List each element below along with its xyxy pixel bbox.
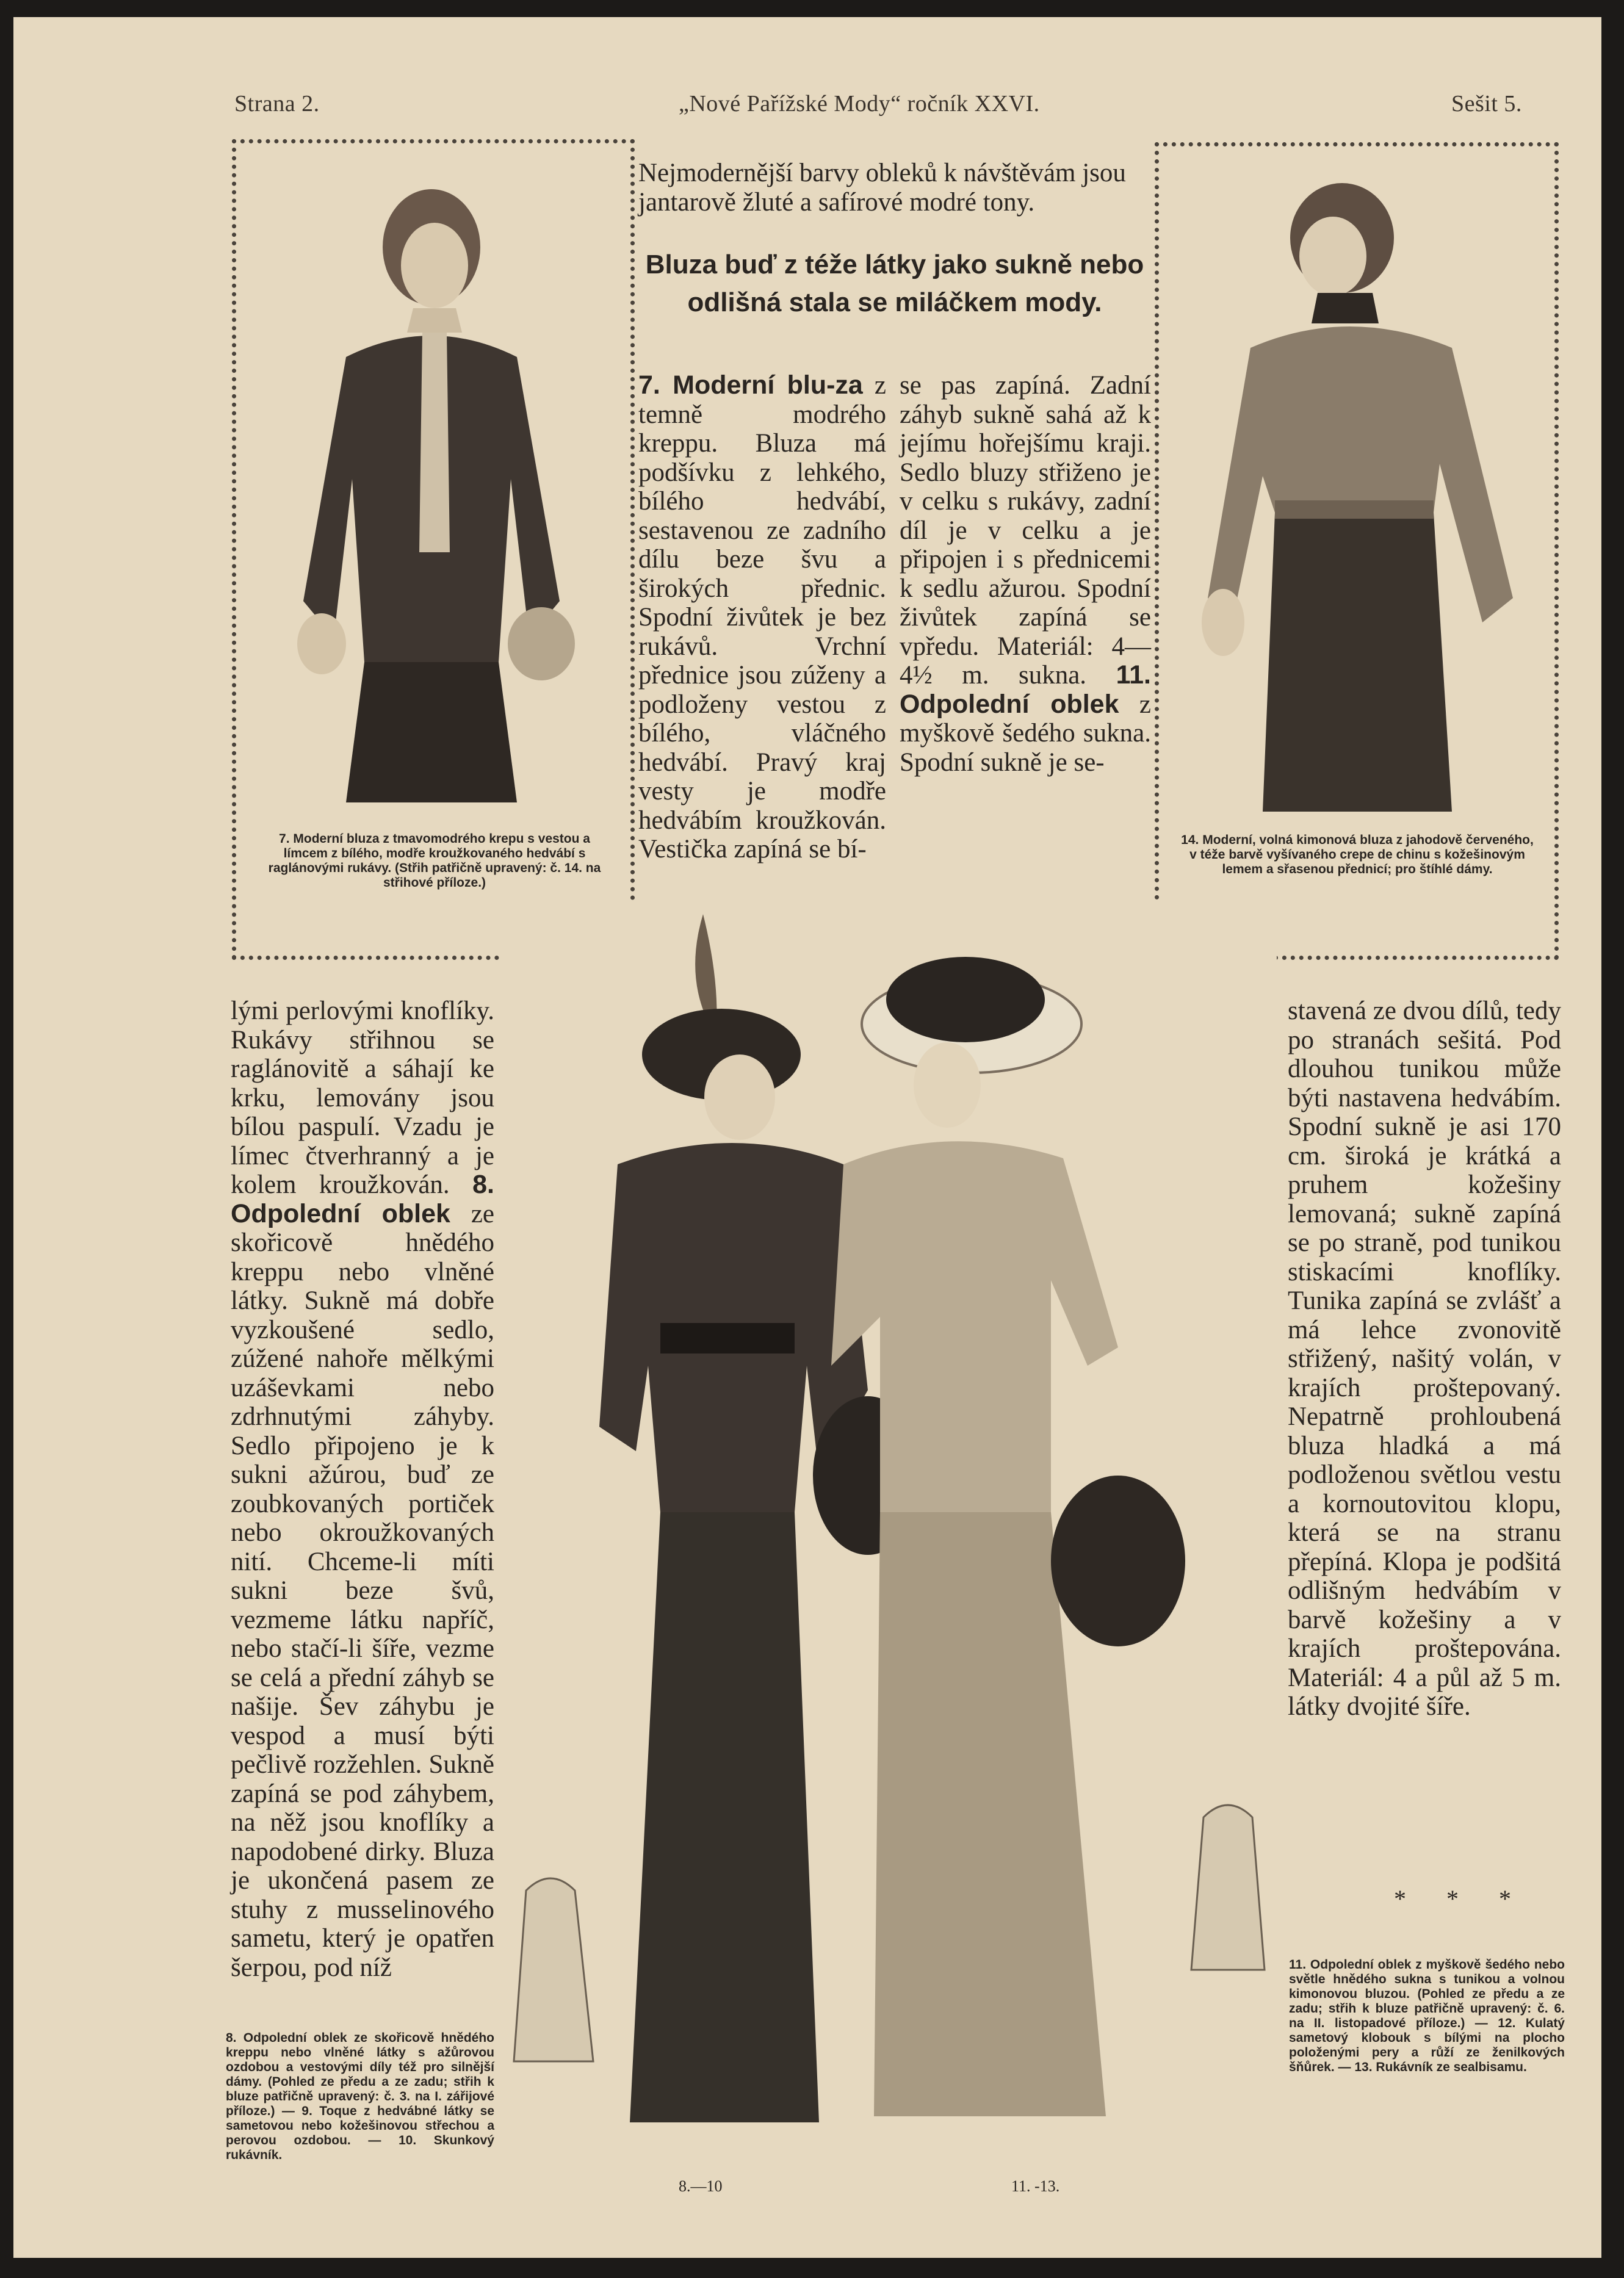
figure-number-8-10: 8.—10 xyxy=(679,2177,723,2195)
figure-number-11-13: 11. -13. xyxy=(1011,2177,1060,2195)
article-11-lead: 11. Odpolední oblek xyxy=(900,660,1151,719)
two-women-in-afternoon-suits-illustration xyxy=(502,902,1277,2174)
intro-text: Nejmodernější barvy obleků k návštěvám jsou jantarově žluté a safírové modré tony. xyxy=(638,159,1126,217)
figure-14-frame xyxy=(1155,142,1559,960)
woman-in-dark-blouse-illustration xyxy=(273,174,590,802)
article-7-lead: 7. Moderní blu-za xyxy=(638,370,863,400)
figure-7-caption: 7. Moderní bluza z tmavomodrého krepu s vestou a límcem z bílého, modře kroužkovaného hedvábí s raglánovými rukávy. (Střih patřičně upravený: č. 14. na střihové příloze.) xyxy=(268,832,601,890)
figure-11-caption: 11. Odpolední oblek z myškově šedého nebo světle hnědého sukna s tunikou a volnou kimonovou bluzou. (Pohled ze předu a ze zadu; střih k bluze patřičně upravený: č. 6. na II. listopadové příloze.) — 12. Kulatý sametový klobouk s bílými na plocho položenými pery a růží ze ženilkových šňůrek. — 13. Rukávník ze sealbisamu. xyxy=(1289,1958,1565,2074)
magazine-title: „Nové Pařížské Mody“ ročník XXVI. xyxy=(679,91,1040,117)
figure-14-caption: 14. Moderní, volná kimonová bluza z jahodově červeného, v téže barvě vyšívaného crepe de chinu s kožešinovým lemem a sřasenou přednicí; pro štíhlé dámy. xyxy=(1181,833,1534,876)
article-8-text: ze skořicově hnědého kreppu nebo vlněné látky. Sukně má dobře vyzkoušené sedlo, zúžené nahoře mělkými uzáševkami nebo zdrhnutými záhyby. Sedlo připojeno je k sukni ažúrou, buď ze zoubkovaných portiček nebo okroužkovaných nití. Chceme-li míti sukni beze švů, vezmeme látku napříč, nebo stačí-li šíře, vezme se celá a přední záhyb se našije. Šev záhybu je vespod a musí býti pečlivě rozžehlen. Sukně zapíná se pod záhybem, na něž jsou knoflíky a napodobené dirky. Bluza je ukončená pasem ze stuhy z musselinového sametu, který je opatřen šerpou, pod níž xyxy=(231,1199,495,1982)
article-7-continued: se pas zapíná. Zadní záhyb sukně sahá až k jejímu hořejšímu kraji. Sedlo bluzy střiženo je v celku s rukávy, zadní díl je v celku a je připojen i s přednicemi k sedlu ažurou. Spodní živůtek zapíná se vpředu. Materiál: 4—4½ m. sukna. xyxy=(900,371,1151,690)
page-number: Strana 2. xyxy=(234,91,320,117)
article-7-text: z temně modrého kreppu. Bluza má podšívku z lehkého, bílého hedvábí, sestavenou ze zadního dílu beze švu a širokých přednic. Spodní živůtek je bez rukávů. Vrchní přednice jsou zúženy a podloženy vestou z bílého, vláčného hedvábí. Pravý kraj vesty je modře hedvábím kroužkován. Vestička zapíná se bí- xyxy=(638,371,886,863)
article-column-right xyxy=(1288,997,1561,1721)
article-column-center-left xyxy=(638,371,886,864)
section-heading: Bluza buď z téže látky jako sukně nebo odlišná stala se miláčkem mody. xyxy=(645,250,1144,317)
article-7-conclusion: lými perlovými knoflíky. Rukávy střihnou se raglánovitě a sáhají ke krku, lemovány jsou bílou paspulí. Vzadu je límec čtverhranný a je kolem kroužkován. xyxy=(231,997,494,1199)
article-8-lead: 8. Odpolední oblek xyxy=(231,1170,494,1228)
figure-7-frame xyxy=(232,139,635,960)
section-end-stars: * * * xyxy=(1394,1885,1528,1912)
figure-8-caption: 8. Odpolední oblek ze skořicově hnědého kreppu nebo vlněné látky s ažůrovou ozdobou a vestovými díly též pro silnější dámy. (Pohled ze předu a ze zadu; střih k bluze patřičně upravený: č. 3. na I. zářijové příloze.) — 9. Toque z hedvábné látky se sametovou nebo kožešinovou střechou a perovou ozdobou. — 10. Skunkový rukávník. xyxy=(226,2031,494,2162)
article-column-left xyxy=(231,997,494,1982)
article-11-text: z myškově šedého sukna. Spodní sukně je se- xyxy=(900,690,1151,777)
issue-number: Sešit 5. xyxy=(1451,91,1522,117)
article-column-center-right xyxy=(900,371,1151,777)
woman-in-kimono-blouse-illustration xyxy=(1196,171,1525,812)
article-11-continued: stavená ze dvou dílů, tedy po stranách sešitá. Pod dlouhou tunikou může býti nastavena hedvábím. Spodní sukně je asi 170 cm. široká je krátká a pruhem kožešiny lemovaná; sukně zapíná se po straně, pod tunikou stiskacími knoflíky. Tunika zapíná se zvlášť a má lehce zvonovitě střižený, našitý volán, v krajích proštepovaný. Nepatrně prohloubená bluza hladká a má podloženou světlou vestu a kornoutovitou klopu, která se na stranu přepíná. Klopa je podšitá odlišným hedvábím v barvě kožešiny a v krajích proštepována. Materiál: 4 a půl až 5 m. látky dvojité šíře. xyxy=(1288,997,1561,1721)
page xyxy=(13,17,1601,2258)
